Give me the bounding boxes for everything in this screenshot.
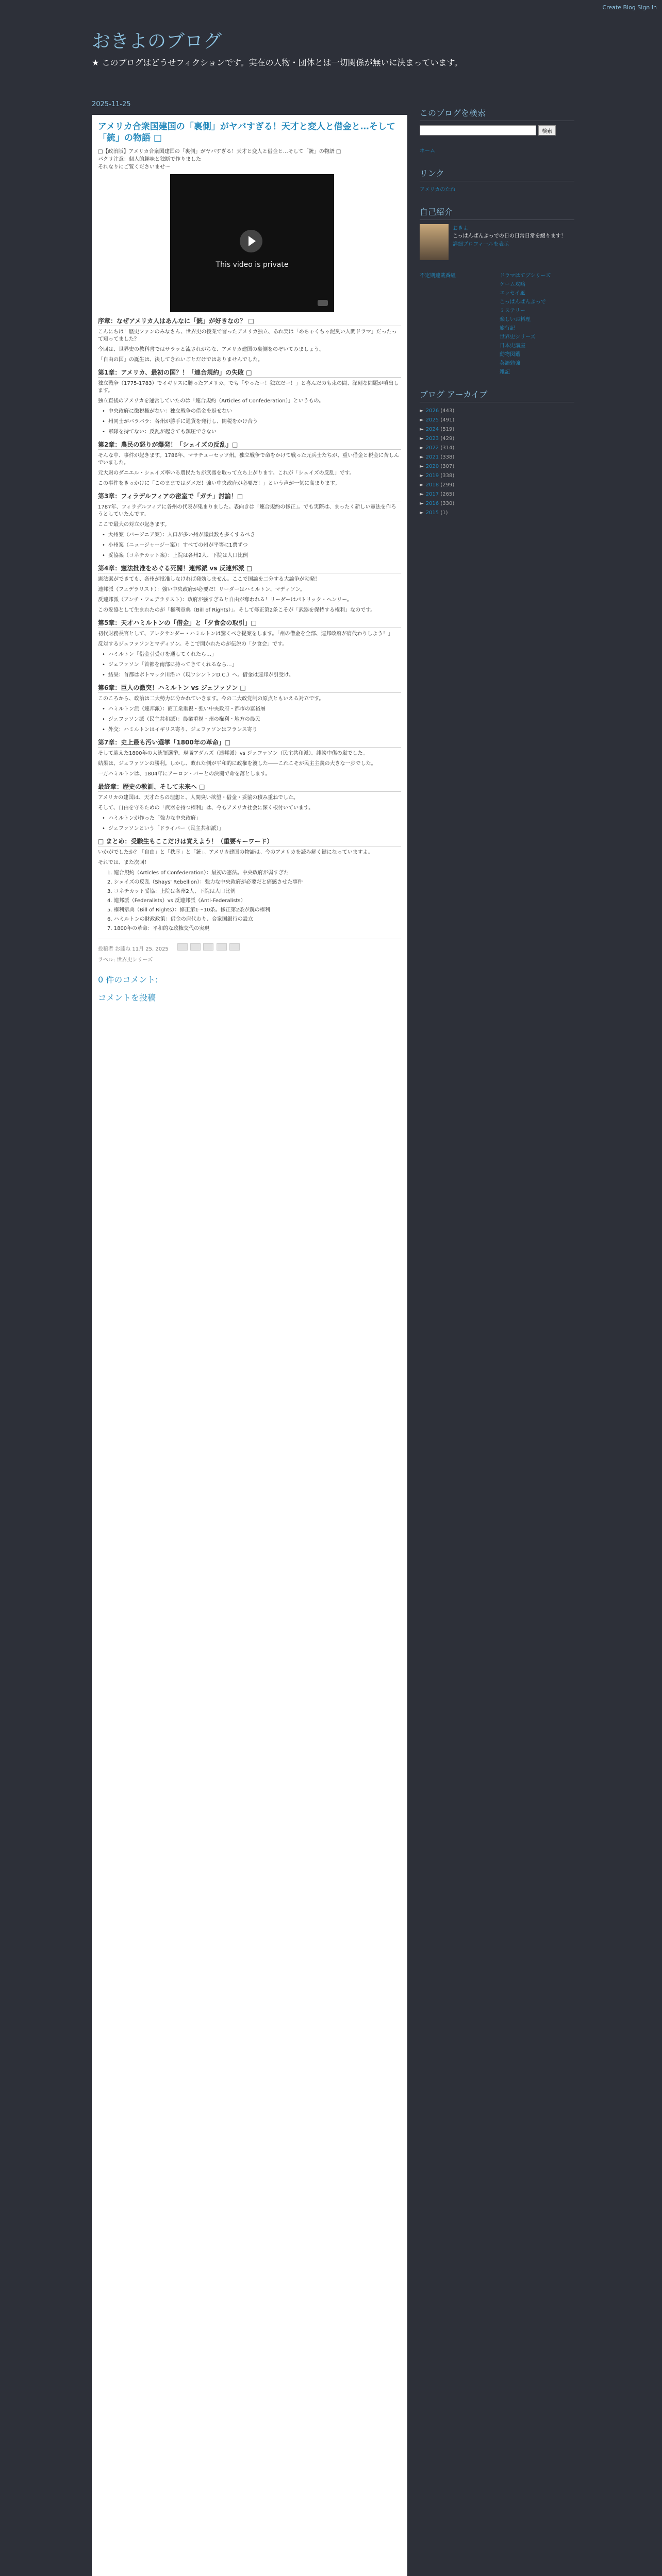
- section-paragraph: そして、自由を守るための「武器を持つ権利」は、今もアメリカ社会に深く根付いています。: [98, 805, 314, 811]
- post-date: 2025-11-25: [92, 100, 131, 108]
- section-paragraph: 結果は、ジェファソンの勝利。しかし、敗れた側が平和的に政権を渡した――これこそが民主主義の大きな一歩でした。: [98, 761, 376, 767]
- section-paragraph: ここで最大の対立が起きます。: [98, 522, 170, 528]
- numbered-item: 5. 権利章典（Bill of Rights）：修正第1〜10条。修正第2条が銃の権利: [107, 907, 270, 913]
- section-title: 第1章：アメリカ、最初の国？！「連合規約」の失敗 □: [98, 368, 401, 378]
- archive-year[interactable]: [420, 406, 574, 416]
- tag-link[interactable]: 日本史講座: [500, 343, 525, 349]
- link-item[interactable]: アメリカのたね: [420, 187, 456, 193]
- bullet-item: • 軍隊を持てない：反乱が起きても鎮圧できない: [108, 429, 401, 436]
- section-title: 第6章：巨人の激突！ハミルトン vs ジェファソン □: [98, 683, 401, 693]
- archive-year-label[interactable]: 2019: [425, 473, 439, 479]
- archive-year[interactable]: [420, 416, 574, 425]
- section-title: 第7章：史上最も汚い選挙「1800年の革命」□: [98, 738, 401, 748]
- tag-link[interactable]: ミステリー: [500, 308, 525, 314]
- bullet-item: • 大州案（バージニア案）：人口が多い州が議員数も多くするべき: [108, 532, 401, 539]
- section-paragraph: いかがでしたか？「自由」と「秩序」と「銃」。アメリカ建国の物語は、今のアメリカを読み解く鍵になっていますよ。: [98, 850, 373, 855]
- expand-triangle-icon[interactable]: ►: [420, 408, 424, 414]
- archive-year[interactable]: [420, 490, 574, 499]
- archive-year-label[interactable]: 2021: [425, 454, 439, 460]
- post-comment-link[interactable]: コメントを投稿: [98, 993, 156, 1003]
- section-paragraph: 憲法案ができても、各州が批准しなければ発効しません。ここで国論を二分する大論争が勃発！: [98, 577, 320, 582]
- tag-link[interactable]: エッセイ風: [500, 291, 525, 296]
- numbered-item: 3. コネチカット妥協：上院は各州2人、下院は人口比例: [107, 889, 236, 894]
- section-paragraph: このころから、政治は二大勢力に分かれていきます。今の二大政党制の原点ともいえる対立です。: [98, 696, 324, 702]
- expand-triangle-icon[interactable]: ►: [420, 482, 424, 488]
- search-button[interactable]: 検索: [538, 125, 556, 135]
- expand-triangle-icon[interactable]: ►: [420, 445, 424, 451]
- section-paragraph: アメリカの建国は、天才たちの理想と、人間臭い欲望・借金・妥協の積み重ねでした。: [98, 795, 299, 801]
- bullet-item: • 外交：ハミルトンはイギリス寄り、ジェファソンはフランス寄り: [108, 726, 401, 734]
- section-title: 序章：なぜアメリカ人はあんなに「銃」が好きなの？ □: [98, 316, 401, 326]
- archive-count: (265): [440, 492, 455, 497]
- section-paragraph: 元大尉のダニエル・シェイズ率いる農民たちが武器を取って立ち上がります。これが「シェイズの反乱」です。: [98, 470, 355, 476]
- tags-left: [420, 272, 494, 377]
- archive-year[interactable]: [420, 425, 574, 434]
- archive-year[interactable]: [420, 499, 574, 509]
- expand-triangle-icon[interactable]: ►: [420, 454, 424, 460]
- blog-title[interactable]: おきよのブログ: [92, 31, 222, 52]
- archive-count: (491): [440, 417, 455, 423]
- section-title: 第3章：フィラデルフィアの密室で「ガチ」討論！□: [98, 492, 401, 501]
- share-buttons: [177, 943, 241, 952]
- home-link[interactable]: ホーム: [420, 148, 435, 154]
- navbar: [0, 0, 662, 15]
- section-paragraph: 今回は、世界史の教科書ではサラッと流されがちな、アメリカ建国の裏側をのぞいてみましょう。: [98, 347, 325, 352]
- search-title: このブログを検索: [420, 107, 574, 121]
- expand-triangle-icon[interactable]: ►: [420, 436, 424, 442]
- bullet-item: • ハミルトン「借金引受けを通してくれたら…」: [108, 651, 401, 658]
- archive-year[interactable]: [420, 481, 574, 490]
- post-section: [98, 782, 401, 833]
- section-title: 第4章：憲法批准をめぐる死闘！連邦派 vs 反連邦派 □: [98, 564, 401, 573]
- post-section: [98, 440, 401, 487]
- tag-link[interactable]: こっぱんばんぶっで: [500, 299, 546, 305]
- blog-description: ★ このブログはどうせフィクションです。実在の人物・団体とは一切関係が無いに決まっています。: [92, 58, 463, 67]
- tags-right: [500, 272, 574, 377]
- expand-triangle-icon[interactable]: ►: [420, 464, 424, 469]
- post-section: [98, 316, 401, 364]
- video-embed[interactable]: [170, 174, 334, 312]
- blog-share-icon[interactable]: [190, 943, 201, 951]
- archive-year-label[interactable]: 2024: [425, 427, 439, 432]
- tags-widget: [420, 272, 574, 377]
- tag-link[interactable]: 動物図鑑: [500, 352, 520, 358]
- archive-year-label[interactable]: 2015: [425, 510, 439, 516]
- archive-year-label[interactable]: 2016: [425, 501, 439, 506]
- facebook-share-icon[interactable]: [217, 943, 227, 951]
- archive-list: [420, 406, 574, 518]
- archive-count: (429): [440, 436, 455, 442]
- tag-link[interactable]: ドラマはてブシリーズ: [500, 273, 551, 279]
- section-title: □ まとめ：受験生もここだけは覚えよう！（重要キーワード）: [98, 837, 401, 846]
- profile-name[interactable]: おきよ: [453, 226, 468, 231]
- section-paragraph: そんな中、事件が起きます。1786年、マサチューセッツ州。独立戦争で命をかけて戦った元兵士たちが、重い借金と税金に苦しんでいました。: [98, 453, 400, 466]
- archive-count: (307): [440, 464, 455, 469]
- archive-year[interactable]: [420, 462, 574, 471]
- sidebar: [420, 107, 574, 529]
- archive-year-label[interactable]: 2026: [425, 408, 439, 414]
- archive-count: (338): [440, 454, 455, 460]
- tag-link[interactable]: 不定期連載番組: [420, 273, 456, 279]
- archive-title: ブログ アーカイブ: [420, 388, 574, 402]
- section-paragraph: 独立戦争（1775-1783）でイギリスに勝ったアメリカ。でも「やったー！独立だー！」と喜んだのも束の間、深刻な問題が噴出します。: [98, 381, 399, 394]
- tag-link[interactable]: 旅行記: [500, 326, 515, 331]
- post-section: [98, 837, 401, 933]
- post-intro: □【政治版】アメリカ合衆国建国の「裏側」がヤバすぎる！天才と変人と借金と…そして「銃」の物語 □ パクリ注意：個人的趣味と独断で作りました それなりにご覧くださいませ〜: [98, 149, 341, 170]
- post-labels[interactable]: ラベル: 世界史シリーズ: [98, 957, 153, 963]
- video-private-text: This video is private: [216, 261, 289, 269]
- bullet-item: • ハミルトン派（連邦派）：商工業重視・強い中央政府・都市の富裕層: [108, 706, 401, 713]
- post-section: [98, 368, 401, 436]
- section-paragraph: 連邦派（フェデラリスト）：強い中央政府が必要だ！リーダーはハミルトン、マディソン。: [98, 587, 305, 592]
- email-share-icon[interactable]: [177, 943, 188, 951]
- section-title: 第2章：農民の怒りが爆発！「シェイズの反乱」□: [98, 440, 401, 450]
- twitter-share-icon[interactable]: [203, 943, 213, 951]
- profile-link[interactable]: 詳細プロフィールを表示: [453, 242, 509, 247]
- archive-count: (443): [440, 408, 455, 414]
- section-paragraph: 「自由の国」の誕生は、決してきれいごとだけではありませんでした。: [98, 357, 263, 363]
- section-title: 第5章：天才ハミルトンの「借金」と「夕食会の取引」□: [98, 618, 401, 628]
- tag-link[interactable]: 世界史シリーズ: [500, 334, 536, 340]
- post: [92, 115, 407, 2576]
- archive-widget: [420, 388, 574, 518]
- post-section: [98, 564, 401, 614]
- profile-title: 自己紹介: [420, 206, 574, 220]
- section-title: 最終章：歴史の教訓、そして未来へ □: [98, 782, 401, 792]
- post-section: [98, 492, 401, 560]
- archive-count: (519): [440, 427, 455, 432]
- profile-widget: [420, 206, 574, 260]
- tag-link[interactable]: ゲーム攻略: [500, 282, 525, 287]
- expand-triangle-icon[interactable]: ►: [420, 501, 424, 506]
- navbar-links[interactable]: Create Blog Sign In: [602, 4, 657, 11]
- section-paragraph: そして迎えた1800年の大統領選挙。現職アダムズ（連邦派）vs ジェファソン（民主共和派）。誹謗中傷の嵐でした。: [98, 751, 368, 756]
- archive-year-label[interactable]: 2025: [425, 417, 439, 423]
- archive-count: (330): [440, 501, 455, 506]
- archive-year-label[interactable]: 2018: [425, 482, 439, 488]
- archive-count: (314): [440, 445, 455, 451]
- comments-count: 0 件のコメント:: [98, 975, 158, 985]
- bullet-item: • ハミルトンが作った「強力な中央政府」: [108, 815, 401, 822]
- links-widget: [420, 167, 574, 194]
- numbered-item: 1. 連合規約（Articles of Confederation）：最初の憲法。中央政府が弱すぎた: [107, 870, 289, 876]
- archive-year[interactable]: [420, 453, 574, 462]
- bullet-item: • ジェファソン派（民主共和派）：農業重視・州の権利・地方の農民: [108, 716, 401, 723]
- bullet-item: • ジェファソン「首都を南部に持ってきてくれるなら…」: [108, 662, 401, 669]
- archive-year[interactable]: [420, 471, 574, 481]
- expand-triangle-icon[interactable]: ►: [420, 427, 424, 432]
- bullet-item: • 結果：首都はポトマック川沿い（現ワシントンD.C.）へ。借金は連邦が引受け。: [108, 672, 401, 679]
- section-paragraph: 独立直後のアメリカを運営していたのは「連合規約（Articles of Confederation）」というもの。: [98, 398, 324, 404]
- expand-triangle-icon[interactable]: ►: [420, 417, 424, 423]
- section-paragraph: 反連邦派（アンチ・フェデラリスト）：政府が強すぎると自由が奪われる！リーダーはパトリック・ヘンリー。: [98, 597, 352, 603]
- section-paragraph: この妥協として生まれたのが「権利章典（Bill of Rights）」。そして修正第2条こそが「武器を保持する権利」なのです。: [98, 607, 376, 613]
- archive-year-label[interactable]: 2023: [425, 436, 439, 442]
- section-paragraph: 一方ハミルトンは、1804年にアーロン・バーとの決闘で命を落とします。: [98, 771, 271, 777]
- archive-year-label[interactable]: 2022: [425, 445, 439, 451]
- home-widget: [420, 147, 574, 156]
- bullet-item: • 州同士がバラバラ：各州が勝手に通貨を発行し、関税をかけ合う: [108, 418, 401, 426]
- numbered-item: 4. 連邦派（Federalists）vs 反連邦派（Anti-Federalists）: [107, 898, 246, 904]
- archive-year[interactable]: [420, 444, 574, 453]
- numbered-item: 2. シェイズの反乱（Shays' Rebellion）：強力な中央政府が必要だと痛感させた事件: [107, 879, 303, 885]
- post-section: [98, 738, 401, 778]
- bullet-item: • 小州案（ニュージャージー案）：すべての州が平等に1票ずつ: [108, 542, 401, 549]
- section-paragraph: こんにちは！歴史ファンのみなさん、世界史の授業で習ったアメリカ独立、あれ実は「めちゃくちゃ泥臭い人間ドラマ」だったって知ってました？: [98, 329, 397, 342]
- post-section: [98, 683, 401, 734]
- tag-link[interactable]: 英語勉強: [500, 361, 520, 366]
- bullet-item: • 中央政府に徴税権がない：独立戦争の借金を返せない: [108, 408, 401, 415]
- archive-count: (338): [440, 473, 455, 479]
- archive-year[interactable]: [420, 434, 574, 444]
- pinterest-share-icon[interactable]: [229, 943, 240, 951]
- tag-link[interactable]: 雑記: [500, 369, 510, 375]
- expand-triangle-icon[interactable]: ►: [420, 473, 424, 479]
- archive-year-label[interactable]: 2020: [425, 464, 439, 469]
- archive-count: (299): [440, 482, 455, 488]
- archive-year[interactable]: [420, 509, 574, 518]
- section-paragraph: この事件をきっかけに「このままではダメだ！強い中央政府が必要だ！」という声が一気に高まります。: [98, 481, 340, 486]
- section-paragraph: それでは、また次回！: [98, 860, 150, 866]
- expand-triangle-icon[interactable]: ►: [420, 492, 424, 497]
- section-paragraph: 反対するジェファソンとマディソン。そこで開かれたのが伝説の「夕食会」です。: [98, 641, 288, 647]
- bullet-item: • ジェファソンという「ドライバー（民主共和派）」: [108, 825, 401, 833]
- play-icon[interactable]: [240, 230, 262, 252]
- section-paragraph: 1787年、フィラデルフィアに各州の代表が集まりました。表向きは「連合規約の修正」。でも実際は、まったく新しい憲法を作ろうとしていたんです。: [98, 504, 396, 517]
- archive-year-label[interactable]: 2017: [425, 492, 439, 497]
- post-section: [98, 618, 401, 679]
- numbered-item: 6. ハミルトンの財政政策：借金の肩代わり、合衆国銀行の設立: [107, 917, 253, 922]
- search-widget: [420, 107, 574, 135]
- post-footer: [98, 939, 401, 963]
- post-title[interactable]: アメリカ合衆国建国の「裏側」がヤバすぎる！天才と変人と借金と…そして「銃」の物語 □: [98, 122, 395, 143]
- avatar[interactable]: [420, 224, 449, 260]
- numbered-item: 7. 1800年の革命：平和的な政権交代の実現: [107, 926, 210, 931]
- archive-count: (1): [440, 510, 448, 516]
- expand-triangle-icon[interactable]: ►: [420, 510, 424, 516]
- links-title: リンク: [420, 167, 574, 181]
- post-body: [98, 316, 401, 933]
- bullet-item: • 妥協案（コネチカット案）：上院は各州2人、下院は人口比例: [108, 552, 401, 560]
- profile-text: こっぱんばんぶっでの日の日常日常を綴ります！: [453, 233, 566, 239]
- tag-link[interactable]: 楽しいお料理: [500, 317, 531, 323]
- section-paragraph: 初代財務長官として、アレクサンダー・ハミルトンは驚くべき提案をします。「州の借金を全部、連邦政府が肩代わりしよう！」: [98, 631, 393, 637]
- post-meta: 投稿者 お藤ね 11月 25, 2025: [98, 946, 169, 952]
- search-input[interactable]: [420, 125, 536, 135]
- youtube-icon[interactable]: [318, 300, 328, 306]
- blog-header: [0, 15, 662, 70]
